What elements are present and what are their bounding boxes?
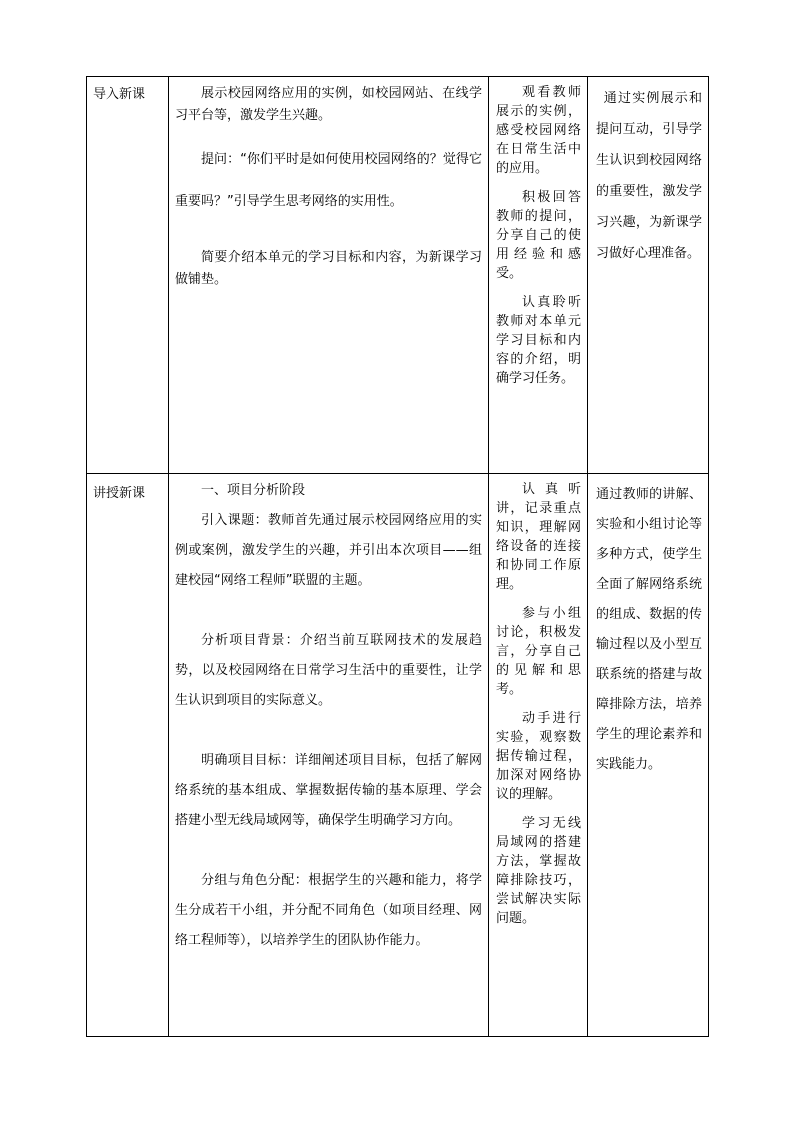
design-intent-cell: [588, 77, 709, 474]
student-paragraph: 参与小组讨论，积极发言，分享自己的见解和思考。: [496, 606, 581, 697]
teacher-paragraph: 简要介绍本单元的学习目标和内容，为新课学习做铺垫。: [175, 250, 482, 287]
student-paragraph: 观看教师展示的实例，感受校园网络在日常生活中的应用。: [496, 85, 581, 176]
student-activity-cell: [489, 77, 588, 474]
teacher-paragraph: 明确项目目标：详细阐述项目目标，包括了解网络系统的基本组成、掌握数据传输的基本原理、学会搭建小型无线局域网等，确保学生明确学习方向。: [175, 753, 482, 828]
teacher-activity-cell: [169, 474, 489, 1037]
stage-label: 讲授新课: [93, 486, 146, 501]
table-row: [87, 474, 709, 1037]
table-row: [87, 77, 709, 474]
student-paragraph: 认真听讲，记录重点知识，理解网络设备的连接和协同工作原理。: [496, 482, 581, 592]
stage-cell: [87, 77, 169, 474]
student-paragraph: 学习无线局域网的搭建方法，掌握故障排除技巧，尝试解决实际问题。: [496, 816, 581, 926]
design-intent-text: 通过教师的讲解、实验和小组讨论等多种方式，使学生全面了解网络系统的组成、数据的传输过程以及小型互联系统的搭建与故障排除方法，培养学生的理论素养和实践能力。: [596, 487, 702, 772]
lesson-plan-table: [86, 76, 709, 1037]
section-heading: 一、项目分析阶段: [201, 483, 306, 498]
student-paragraph: 动手进行实验，观察数据传输过程，加深对网络协议的理解。: [496, 711, 581, 802]
teacher-paragraph: 引入课题：教师首先通过展示校园网络应用的实例或案例，激发学生的兴趣，并引出本次项目——组建校园“网络工程师”联盟的主题。: [175, 513, 482, 588]
student-paragraph: 积极回答教师的提问，分享自己的使用经验和感受。: [496, 190, 581, 281]
student-activity-cell: [489, 474, 588, 1037]
stage-cell: [87, 474, 169, 1037]
teacher-paragraph: 分组与角色分配：根据学生的兴趣和能力，将学生分成若干小组，并分配不同角色（如项目经理、网络工程师等），以培养学生的团队协作能力。: [175, 873, 482, 948]
stage-label: 导入新课: [93, 87, 146, 102]
teacher-paragraph: 分析项目背景：介绍当前互联网技术的发展趋势，以及校园网络在日常学习生活中的重要性，让学生认识到项目的实际意义。: [175, 633, 482, 708]
student-paragraph: 认真聆听教师对本单元学习目标和内容的介绍，明确学习任务。: [496, 295, 581, 386]
design-intent-cell: [588, 474, 709, 1037]
teacher-activity-cell: [169, 77, 489, 474]
design-intent-text: 通过实例展示和提问互动，引导学生认识到校园网络的重要性，激发学习兴趣，为新课学习做好心理准备。: [596, 91, 702, 261]
teacher-paragraph: 展示校园网络应用的实例，如校园网站、在线学习平台等，激发学生兴趣。: [175, 86, 482, 123]
teacher-paragraph: 提问：“你们平时是如何使用校园网络的？觉得它重要吗？”引导学生思考网络的实用性。: [175, 152, 482, 209]
